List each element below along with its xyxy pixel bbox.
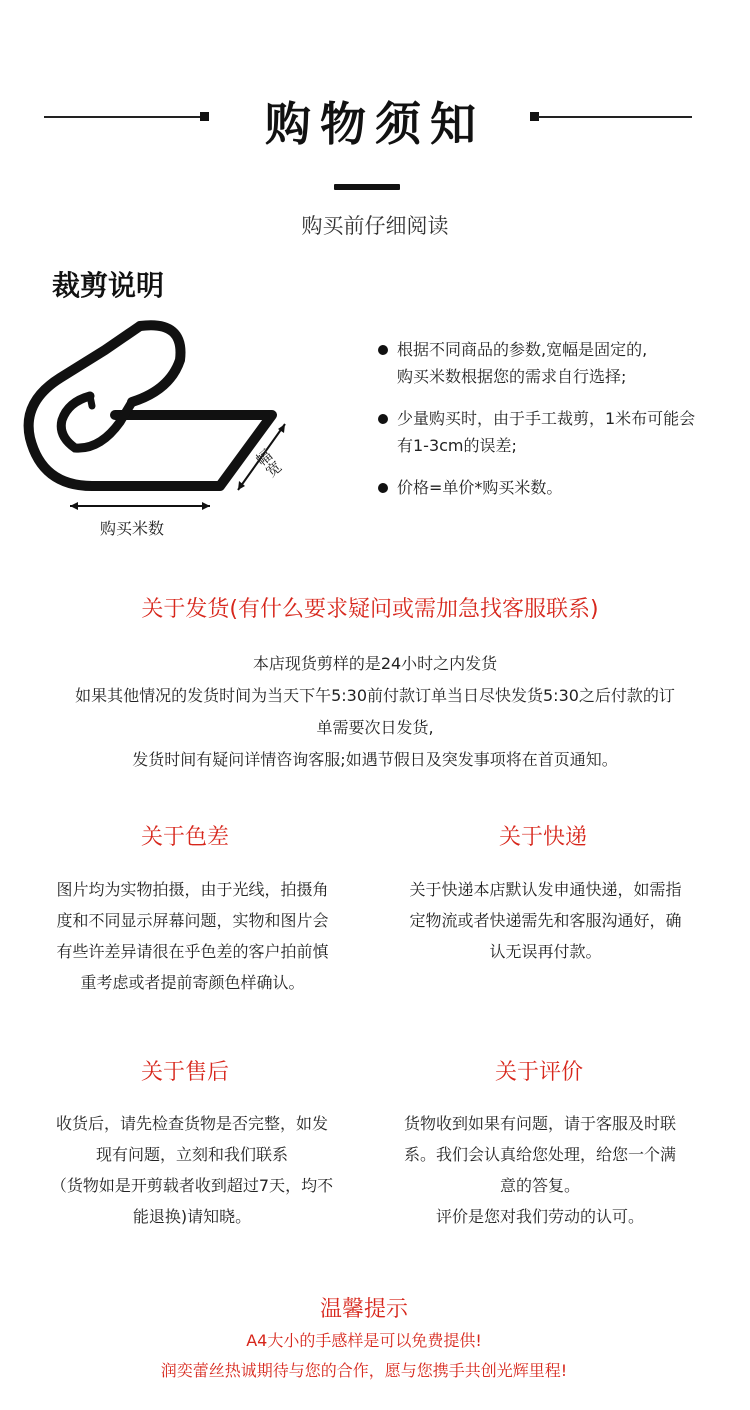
width-label: 幅宽 [251,446,285,481]
cutting-title: 裁剪说明 [52,269,165,302]
bullet-dot [378,345,388,355]
title-underline [334,184,400,190]
color-diff-text: 图片均为实物拍摄，由于光线，拍摄角 度和不同显示屏幕问题，实物和图片会 有些许差异请很在乎色差的客户拍前慎 重考虑或者提前寄颜色样确认。 [56,880,329,992]
fabric-roll-icon [20,310,320,550]
bullet-dot [378,483,388,493]
tips-line-1: A4大小的手感样是可以免费提供! [246,1331,482,1350]
header-rule-right [538,116,692,118]
after-sales-title: 关于售后 [140,1060,229,1085]
tips-title: 温馨提示 [319,1297,408,1322]
shipping-text: 本店现货剪样的是24小时之内发货 如果其他情况的发货时间为当天下午5:30前付款订单当日尽快发货5:30之后付款的订 单需要次日发货, 发货时间有疑问详情咨询客服;如遇节假日及突发事项将在首页通知。 [75,654,675,769]
bullet-dot [378,414,388,424]
cutting-bullet: 根据不同商品的参数,宽幅是固定的, 购买米数根据您的需求自行选择; [378,336,738,390]
express-title: 关于快递 [498,825,587,850]
page-subtitle: 购买前仔细阅读 [301,214,449,238]
review-text: 货物收到如果有问题，请于客服及时联 系。我们会认真给您处理，给您一个满 意的答复。 评价是您对我们劳动的认可。 [403,1114,676,1226]
cutting-bullet: 价格=单价*购买米数。 [378,474,738,501]
express-text: 关于快递本店默认发申通快递，如需指 定物流或者快递需先和客服沟通好，确 认无误再付款。 [409,880,682,961]
color-diff-title: 关于色差 [140,825,229,850]
fabric-roll-diagram [20,310,320,550]
after-sales-text: 收货后，请先检查货物是否完整，如发 现有问题，立刻和我们联系 （货物如是开剪载者收到超过7天，均不 能退换)请知晓。 [50,1114,334,1226]
review-title: 关于评价 [494,1060,583,1085]
page-title: 购物须知 [265,97,485,151]
cutting-bullet: 少量购买时，由于手工裁剪，1米布可能会 有1-3cm的误差; [378,405,743,459]
shipping-title: 关于发货(有什么要求疑问或需加急找客服联系) [141,597,599,622]
tips-line-2: 润奕蕾丝热诚期待与您的合作，愿与您携手共创光辉里程! [160,1361,568,1380]
length-label: 购买米数 [100,519,165,538]
